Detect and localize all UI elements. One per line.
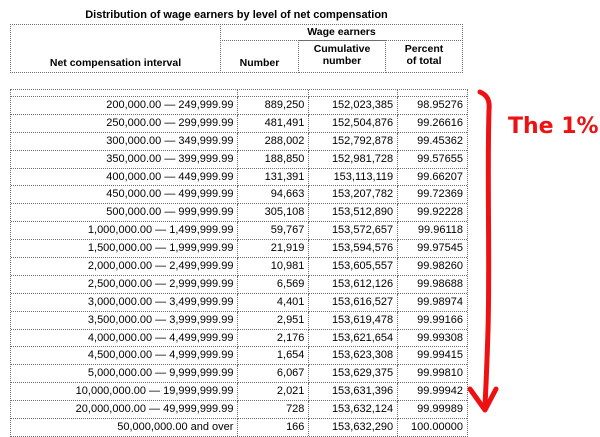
arrow-shaft — [480, 92, 489, 406]
row-cumulative: 153,631,396 — [309, 383, 398, 401]
row-number: 481,491 — [238, 115, 309, 133]
row-number: 889,250 — [238, 97, 309, 115]
row-number: 131,391 — [238, 169, 309, 187]
table-row — [11, 276, 467, 294]
row-percent: 99.97545 — [398, 240, 467, 258]
row-interval: 300,000.00 — 349,999.99 — [11, 133, 238, 151]
row-number: 10,981 — [238, 258, 309, 276]
row-percent: 99.72369 — [398, 186, 467, 204]
row-percent: 100.00000 — [411, 420, 463, 433]
row-percent: 99.99415 — [398, 347, 467, 365]
spacer-row — [11, 90, 467, 97]
table-row — [11, 169, 467, 187]
row-interval: 50,000,000.00 and over — [11, 419, 238, 436]
row-percent: 99.26616 — [398, 115, 467, 133]
row-interval: 2,500,000.00 — 2,999,999.99 — [11, 276, 238, 294]
row-cumulative: 153,612,126 — [309, 276, 398, 294]
row-number: 166 — [238, 419, 309, 436]
row-interval: 450,000.00 — 499,999.99 — [11, 186, 238, 204]
arrow-head — [470, 389, 496, 410]
row-cumulative: 153,113,119 — [309, 169, 398, 187]
row-number: 728 — [238, 401, 309, 419]
table-row — [11, 347, 467, 365]
row-cumulative: 153,572,657 — [309, 222, 398, 240]
table-row — [11, 151, 467, 169]
row-percent: 99.57655 — [398, 151, 467, 169]
row-percent: 99.99989 — [398, 401, 467, 419]
table-row — [11, 419, 467, 436]
row-number: 288,002 — [238, 133, 309, 151]
row-cumulative: 153,632,124 — [309, 401, 398, 419]
row-cumulative: 153,512,890 — [309, 204, 398, 222]
row-cumulative: 153,619,478 — [309, 312, 398, 330]
row-number: 1,654 — [238, 347, 309, 365]
table-row — [11, 133, 467, 151]
table-row — [11, 97, 467, 115]
table-row — [11, 312, 467, 330]
row-cumulative: 153,207,782 — [309, 186, 398, 204]
table-row — [11, 383, 467, 401]
table-row — [11, 330, 467, 348]
row-percent: 98.95276 — [398, 97, 467, 115]
row-percent: 99.45362 — [398, 133, 467, 151]
row-number: 6,569 — [238, 276, 309, 294]
table-row — [11, 204, 467, 222]
row-cumulative: 153,621,654 — [309, 330, 398, 348]
row-percent: 99.92228 — [398, 204, 467, 222]
row-interval: 10,000,000.00 — 19,999,999.99 — [11, 383, 238, 401]
row-cumulative: 153,623,308 — [309, 347, 398, 365]
row-number: 188,850 — [238, 151, 309, 169]
header-cumulative-line1: Cumulative — [313, 43, 371, 55]
row-cumulative: 152,023,385 — [309, 97, 398, 115]
row-percent: 99.99308 — [398, 330, 467, 348]
header-interval: Net compensation interval — [49, 57, 182, 69]
table-row — [11, 186, 467, 204]
wage-table — [10, 89, 468, 437]
row-interval: 1,000,000.00 — 1,499,999.99 — [11, 222, 238, 240]
row-number: 94,663 — [238, 186, 309, 204]
row-number: 59,767 — [238, 222, 309, 240]
header-percent — [385, 43, 463, 67]
table-row — [11, 401, 467, 419]
row-cumulative: 153,605,557 — [309, 258, 398, 276]
row-interval: 200,000.00 — 249,999.99 — [11, 97, 238, 115]
row-cumulative: 152,792,878 — [309, 133, 398, 151]
header-cumulative — [298, 43, 386, 67]
row-interval: 1,500,000.00 — 1,999,999.99 — [11, 240, 238, 258]
table-title: Distribution of wage earners by level of net compensation — [85, 9, 388, 21]
row-interval: 4,500,000.00 — 4,999,999.99 — [11, 347, 238, 365]
row-number: 6,067 — [238, 365, 309, 383]
header-group: Wage earners — [307, 26, 376, 38]
row-cumulative: 153,632,290 — [309, 419, 398, 436]
annotation-label: The 1% — [508, 114, 599, 139]
row-interval: 400,000.00 — 449,999.99 — [11, 169, 238, 187]
row-interval: 4,000,000.00 — 4,499,999.99 — [11, 330, 238, 348]
row-number: 2,021 — [238, 383, 309, 401]
row-cumulative: 153,629,375 — [309, 365, 398, 383]
table-row — [11, 258, 467, 276]
row-interval: 3,000,000.00 — 3,499,999.99 — [11, 294, 238, 312]
row-number: 4,401 — [238, 294, 309, 312]
row-cumulative: 152,504,876 — [309, 115, 398, 133]
row-interval: 2,000,000.00 — 2,499,999.99 — [11, 258, 238, 276]
row-percent: 99.98688 — [398, 276, 467, 294]
row-number: 2,951 — [238, 312, 309, 330]
table-row — [11, 115, 467, 133]
table-row — [11, 294, 467, 312]
row-cumulative: 153,616,527 — [309, 294, 398, 312]
row-percent: 99.98974 — [398, 294, 467, 312]
table-row — [11, 365, 467, 383]
row-number: 2,176 — [238, 330, 309, 348]
table-row — [11, 222, 467, 240]
row-interval: 3,500,000.00 — 3,999,999.99 — [11, 312, 238, 330]
row-interval: 350,000.00 — 399,999.99 — [11, 151, 238, 169]
row-cumulative: 152,981,728 — [309, 151, 398, 169]
row-interval: 250,000.00 — 299,999.99 — [11, 115, 238, 133]
row-percent: 99.99942 — [398, 383, 467, 401]
row-percent: 99.99166 — [398, 312, 467, 330]
row-interval: 20,000,000.00 — 49,999,999.99 — [11, 401, 238, 419]
header-percent-line1: Percent — [404, 43, 444, 55]
header-number: Number — [239, 57, 280, 69]
row-cumulative: 153,594,576 — [309, 240, 398, 258]
row-number: 21,919 — [238, 240, 309, 258]
row-percent: 99.98260 — [398, 258, 467, 276]
row-number: 305,108 — [238, 204, 309, 222]
row-interval: 500,000.00 — 999,999.99 — [11, 204, 238, 222]
row-percent: 99.96118 — [398, 222, 467, 240]
header-cumulative-line2: number — [322, 55, 362, 67]
row-interval: 5,000,000.00 — 9,999,999.99 — [11, 365, 238, 383]
row-percent: 99.99810 — [398, 365, 467, 383]
table-row — [11, 240, 467, 258]
row-percent: 99.66207 — [398, 169, 467, 187]
header-percent-line2: of total — [406, 55, 442, 67]
